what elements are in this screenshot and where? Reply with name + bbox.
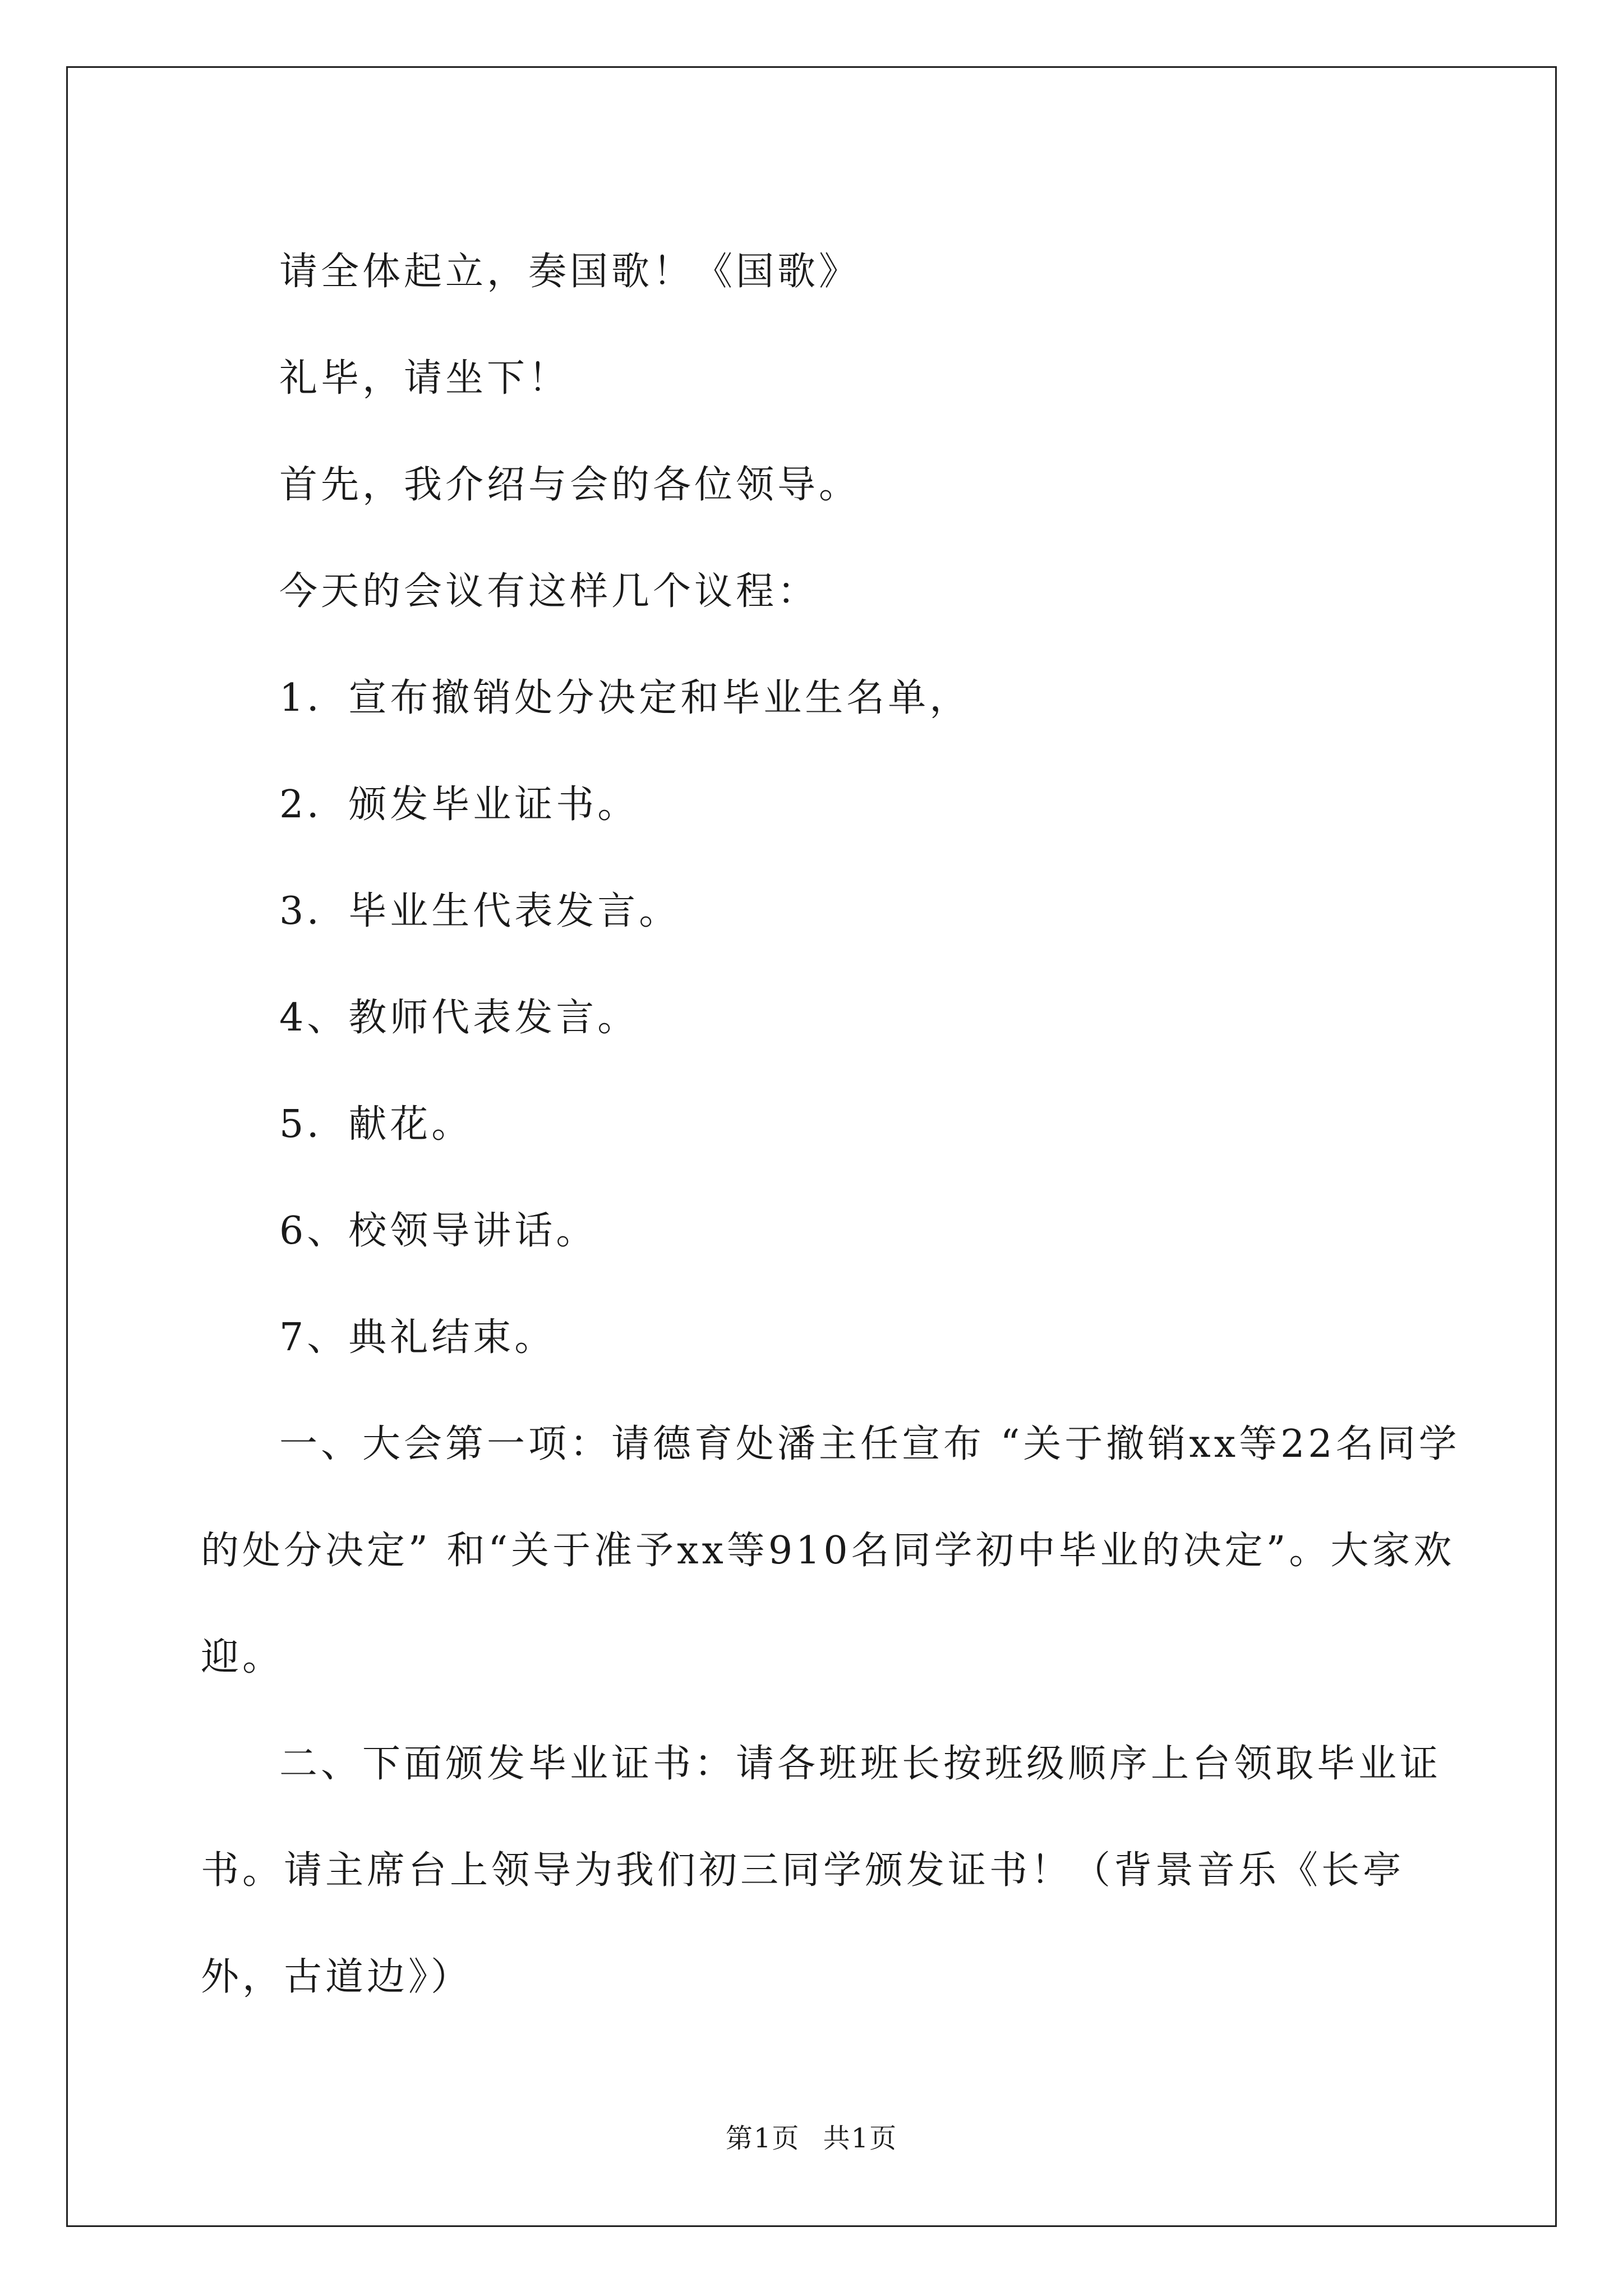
paragraph-section-one: 一、大会第一项：请德育处潘主任宣布 “关于撤销xx等22名同学的处分决定” 和“关于准予xx等910名同学初中毕业的决定”。大家欢迎。 bbox=[201, 1422, 1460, 1680]
agenda-item-5: 5．献花。 bbox=[279, 1102, 473, 1147]
paragraph-sit-down: 礼毕，请坐下！ bbox=[279, 356, 570, 401]
paragraph-agenda-intro: 今天的会议有这样几个议程： bbox=[279, 569, 819, 614]
page-number-current: 第1页 bbox=[725, 2123, 800, 2154]
agenda-item-1: 1．宣布撤销处分决定和毕业生名单， bbox=[279, 676, 971, 720]
paragraph-stand-anthem: 请全体起立，奏国歌！《国歌》 bbox=[279, 250, 861, 294]
page-footer bbox=[0, 2122, 1623, 2155]
page-number-total: 共1页 bbox=[823, 2123, 898, 2154]
agenda-item-6: 6、校领导讲话。 bbox=[279, 1209, 598, 1253]
paragraph-section-two: 二、下面颁发毕业证书：请各班班长按班级顺序上台领取毕业证书。请主席台上领导为我们初三同学颁发证书！（背景音乐《长亭外，古道边》） bbox=[201, 1742, 1442, 1999]
document-body bbox=[201, 219, 1468, 2031]
agenda-item-4: 4、教师代表发言。 bbox=[279, 996, 639, 1040]
agenda-item-7: 7、典礼结束。 bbox=[279, 1315, 556, 1360]
agenda-item-3: 3．毕业生代表发言。 bbox=[279, 889, 681, 933]
paragraph-introduce-leaders: 首先，我介绍与会的各位领导。 bbox=[279, 463, 861, 507]
agenda-item-2: 2．颁发毕业证书。 bbox=[279, 783, 639, 827]
